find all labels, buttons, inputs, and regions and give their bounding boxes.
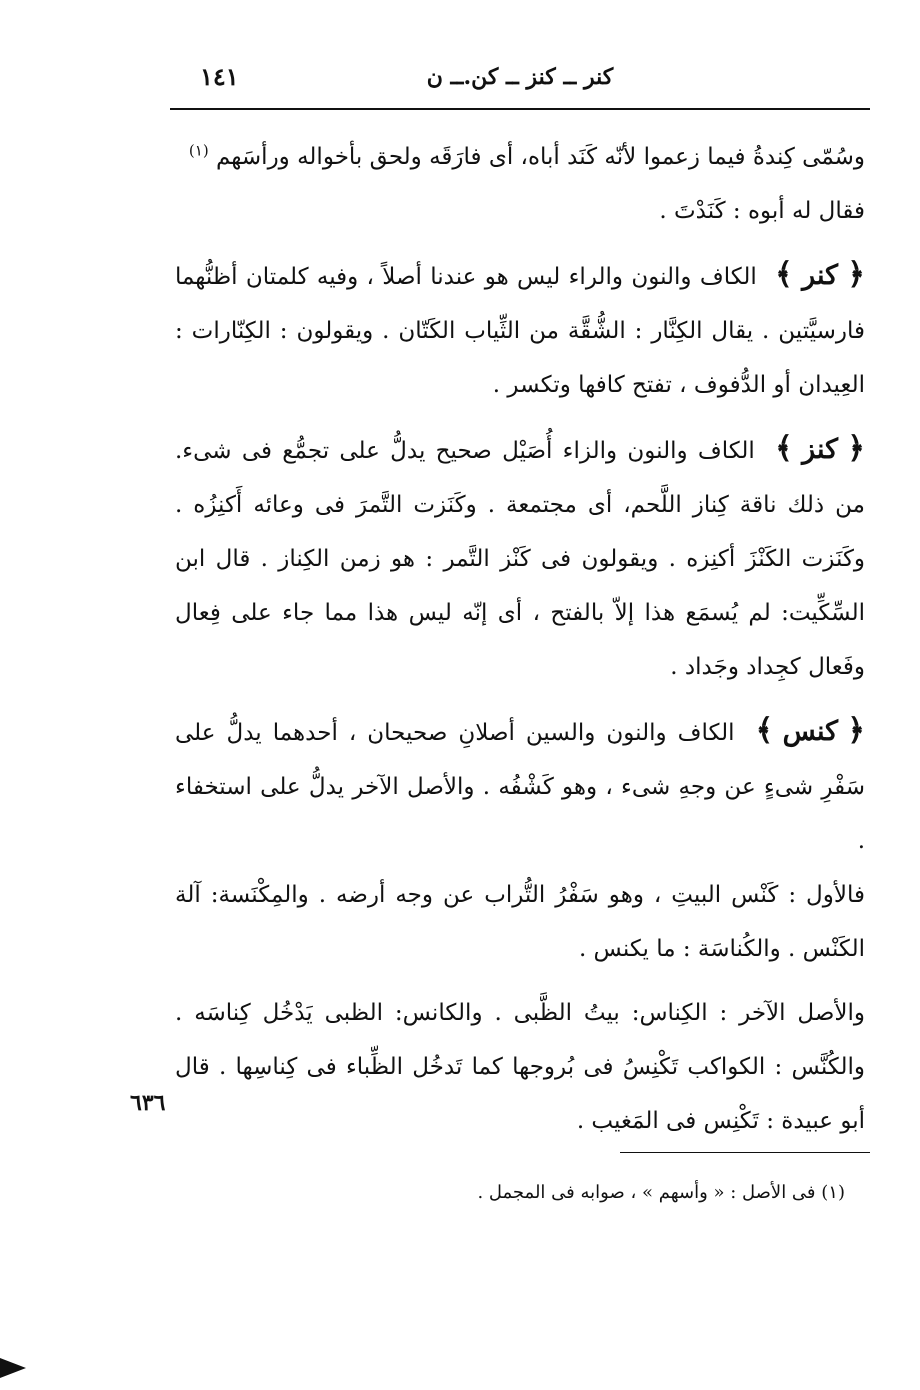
entry-kns (175, 704, 865, 868)
footnote-text: فى الأصل : « وأسهم » ، صوابه فى المجمل . (477, 1182, 816, 1203)
paragraph-text: وسُمّى كِندةُ فيما زعموا لأنّه كَنَد أباه، أى فارَقَه ولحق بأخواله ورأسَهم (216, 144, 865, 170)
headword-text: كنس (782, 716, 839, 747)
entry-headword: ﴿ كنس ﴾ (755, 713, 865, 748)
spacer (175, 694, 865, 704)
entry-knz (175, 422, 865, 694)
volume-page-number: ٦٣٦ (130, 1090, 166, 1116)
spacer (175, 976, 865, 986)
running-header (170, 60, 870, 104)
paragraph-text: فالأول : كَنْس البيتِ ، وهو سَفْرُ التُّراب عن وجه أرضه . والمِكْنَسة: آلة الكَنْس . والكُناسَة : ما يكنس . (175, 882, 865, 962)
paragraph-first-sense (175, 868, 865, 976)
entry-headword: ﴿ كنز ﴾ (775, 431, 865, 466)
headword-text: كنز (802, 434, 839, 465)
footnote-ref: (١) (188, 141, 209, 160)
header-title: كنر ــ كنز ــ كن.ــ ن (426, 64, 614, 90)
entry-knr (175, 248, 865, 412)
footnote-mark: (١) (821, 1182, 845, 1203)
page-body (175, 130, 865, 1148)
entry-text: الكاف والنون والسين أصلانِ صحيحان ، أحدهما يدلُّ على سَفْرِ شىءٍ عن وجهِ شىء ، وهو كَشْفُه . والأصل الآخر يدلُّ على استخفاء . (175, 720, 865, 854)
header-rule (170, 108, 870, 110)
paragraph-kinda (175, 130, 865, 238)
spacer (175, 238, 865, 248)
entry-text: الكاف والنون والزاء أُصَيْل صحيح يدلُّ على تجمُّع فى شىء. من ذلك ناقة كِناز اللَّحم، أى مجتمعة . وكَنَزت التَّمرَ فى وعائه أَكنِزُه . وكَنَزت الكَنْزَ أكنِزه . ويقولون فى كَنْز التَّمر : هو زمن الكِناز . قال ابن السِّكِّيت: لم يُسمَع هذا إلاّ بالفتح ، أى إنّه ليس هذا مما جاء على فِعال وفَعال كجِداد وجَداد . (175, 438, 865, 680)
entry-text: الكاف والنون والراء ليس هو عندنا أصلاً ، وفيه كلمتان أظنُّهما فارسيَّتين . يقال الكِنَّار : الشُّقَّة من الثِّياب الكَتّان . ويقولون : الكِنّارات : العِيدان أو الدُّفوف ، تفتح كافها وتكسر . (175, 264, 865, 398)
headword-text: كنر (802, 260, 839, 291)
entry-headword: ﴿ كنر ﴾ (775, 257, 865, 292)
paragraph-second-sense (175, 986, 865, 1148)
spacer (175, 412, 865, 422)
paragraph-text: والأصل الآخر : الكِناس: بيتُ الظَّبى . والكانس: الظبى يَدْخُل كِناسَه . والكُنَّس : الكواكب تَكْنِسُ فى بُروجها كما تَدخُل الظِّباء فى كِناسِها . قال أبو عبيدة : تَكْنِس فى المَغيب . (175, 1000, 865, 1134)
page-number: ١٤١ (200, 62, 239, 91)
footnote-rule (620, 1152, 870, 1153)
footnote (300, 1182, 845, 1203)
paragraph-text: فقال له أبوه : كَنَدْتَ . (659, 198, 865, 224)
scan-corner-mark (0, 1358, 26, 1378)
